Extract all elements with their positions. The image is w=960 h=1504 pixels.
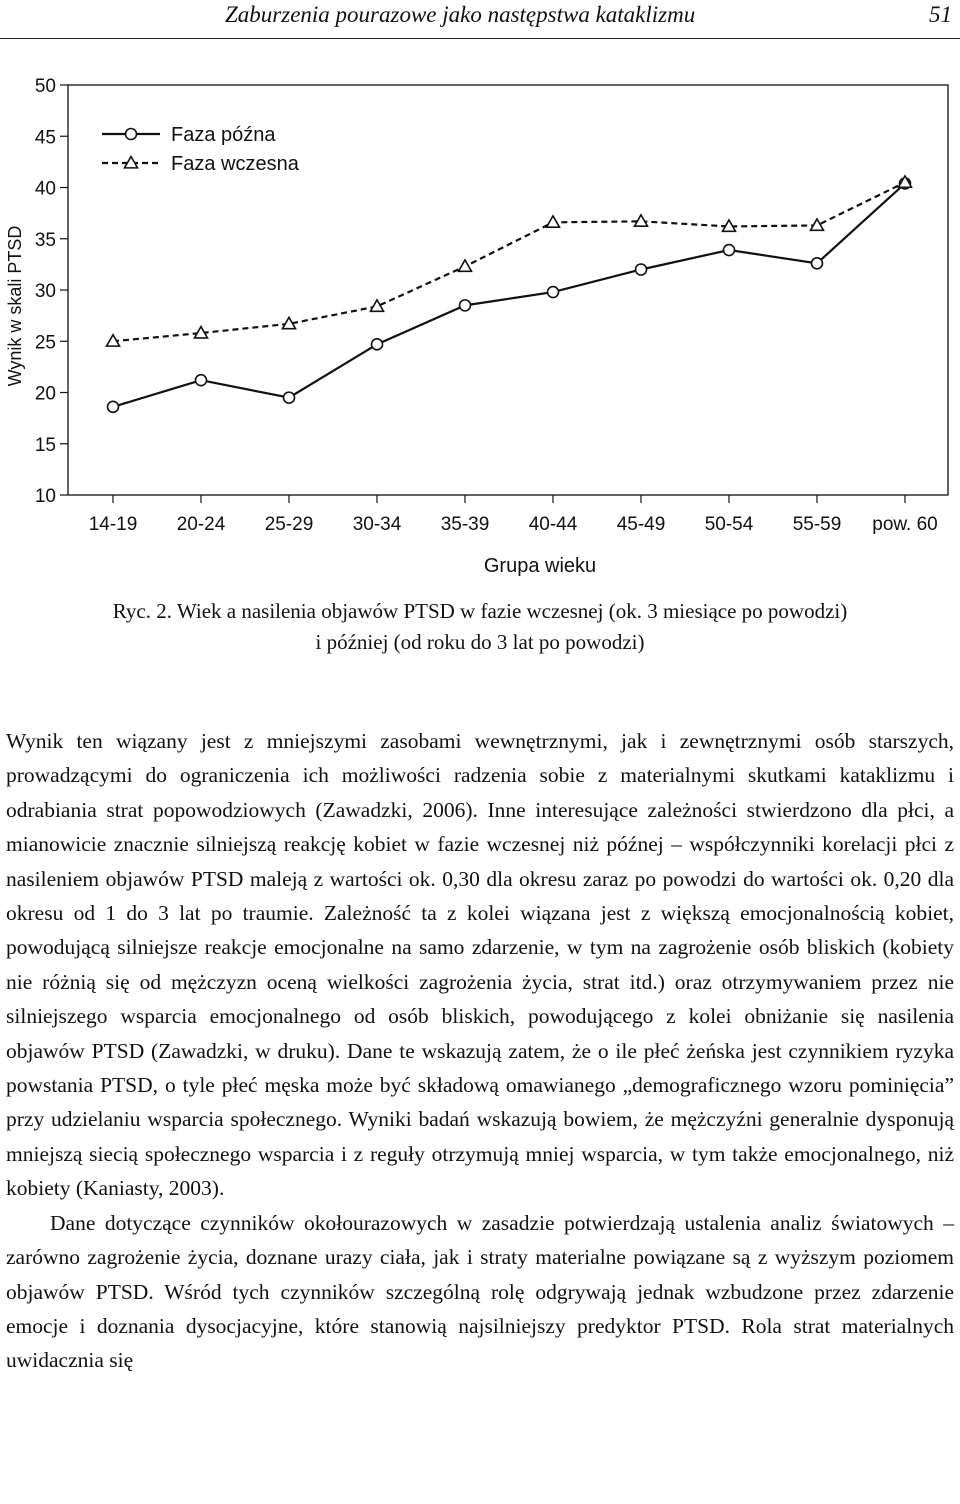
circle-marker (636, 264, 647, 275)
circle-marker (284, 392, 295, 403)
series-faza-pozna (108, 178, 911, 412)
series-faza-wczesna (107, 176, 912, 346)
triangle-marker (459, 260, 472, 271)
running-title: Zaburzenia pourazowe jako następstwa kataklizmu (225, 2, 696, 27)
x-tick-label: 55-59 (792, 514, 842, 535)
caption-line-2: i później (od roku do 3 lat po powodzi) (315, 630, 645, 654)
y-tick-label: 35 (34, 229, 56, 251)
x-tick-label: 14-19 (88, 514, 138, 535)
y-axis-label: Wynik w skali PTSD (5, 225, 25, 387)
chart-series (107, 176, 912, 412)
circle-marker (108, 401, 119, 412)
page-header (0, 0, 960, 40)
legend-entry (102, 124, 276, 146)
y-tick-label: 15 (34, 434, 56, 456)
y-tick-label: 50 (34, 76, 56, 97)
legend-label: Faza późna (171, 124, 276, 146)
series-line (113, 183, 905, 406)
body-text (6, 724, 954, 1378)
y-tick-label: 25 (34, 332, 56, 354)
x-axis-label: Grupa wieku (483, 555, 597, 577)
header-rule (0, 38, 960, 39)
x-tick-label: 20-24 (176, 514, 226, 535)
x-tick-label: 40-44 (528, 514, 578, 535)
y-tick-label: 20 (34, 383, 56, 405)
caption-line-1: Ryc. 2. Wiek a nasilenia objawów PTSD w fazie wczesnej (ok. 3 miesiące po powodzi) (112, 599, 848, 623)
triangle-marker (547, 216, 560, 227)
x-tick-label: 50-54 (704, 514, 754, 535)
circle-marker (812, 258, 823, 269)
x-tick-label: 35-39 (440, 514, 490, 535)
plot-frame (68, 85, 948, 495)
triangle-marker (371, 300, 384, 311)
y-tick-label: 30 (34, 281, 56, 302)
circle-marker (196, 375, 207, 386)
circle-marker (372, 339, 383, 350)
page-number: 51 (929, 2, 952, 27)
legend-label: Faza wczesna (171, 153, 299, 175)
chart-legend (102, 124, 300, 175)
x-tick-label: 45-49 (616, 514, 666, 535)
paragraph-1: Wynik ten wiązany jest z mniejszymi zasobami wewnętrznymi, jak i zewnętrznymi osób starszych, prowadzącymi do ograniczenia ich możliwości radzenia sobie z materialnymi skutkami kataklizmu i odrabiania strat popowodziowych (Zawadzki, 2006). Inne interesujące zależności stwierdzono dla płci, a mianowicie znacznie silniejszą reakcję kobiet w fazie wczesnej niż późnej – współczynniki korelacji płci z nasileniem objawów PTSD maleją z wartości ok. 0,30 dla okresu zaraz po powodzi do wartości ok. 0,20 dla okresu od 1 do 3 lat po traumie. Zależność ta z kolei wiązana jest z większą emocjonalnością kobiet, powodującą silniejsze reakcje emocjonalne na samo zdarzenie, w tym na zagrożenie osób bliskich (kobiety nie różnią się od mężczyzn oceną wielkości zagrożenia życia, strat itd.) oraz otrzymywaniem przez nie silniejszego wsparcia emocjonalnego od osób bliskich, powodującego z kolei obniżanie się nasilenia objawów PTSD (Zawadzki, w druku). Dane te wskazują zatem, że o ile płeć żeńska jest czynnikiem ryzyka powstania PTSD, o tyle płeć męska może być składową omawianego „demograficznego wzoru pominięcia” przy udzielaniu wsparcia społecznego. Wyniki badań wskazują bowiem, że mężczyźni generalnie dysponują mniejszą siecią społecznego wsparcia i z reguły otrzymują mniej wsparcia, w tym także emocjonalnego, niż kobiety (Kaniasty, 2003). (6, 729, 954, 1201)
circle-marker (548, 287, 559, 298)
x-tick-label: pow. 60 (872, 514, 938, 535)
x-tick-label: 30-34 (352, 514, 402, 535)
series-line (113, 182, 905, 341)
y-tick-label: 10 (34, 486, 56, 507)
y-tick-label: 45 (34, 127, 56, 149)
chart-axes (5, 76, 948, 577)
ptsd-age-line-chart (0, 60, 960, 590)
paragraph-2: Dane dotyczące czynników okołourazowych w zasadzie potwierdzają ustalenia analiz światowych – zarówno zagrożenie życia, doznane urazy ciała, jak i straty materialne powiązane są z wyższym poziomem objawów PTSD. Wśród tych czynników szczególną rolę odgrywają jednak wzbudzone przez zdarzenie emocje i doznania dysocjacyjne, które stanowią najsilniejszy predyktor PTSD. Rola strat materialnych uwidacznia się (6, 1210, 954, 1373)
circle-marker (460, 300, 471, 311)
figure-caption (0, 596, 960, 658)
x-tick-label: 25-29 (264, 514, 314, 535)
circle-marker (724, 245, 735, 256)
legend-entry (102, 153, 300, 175)
y-tick-label: 40 (34, 178, 56, 200)
circle-marker (126, 129, 137, 140)
